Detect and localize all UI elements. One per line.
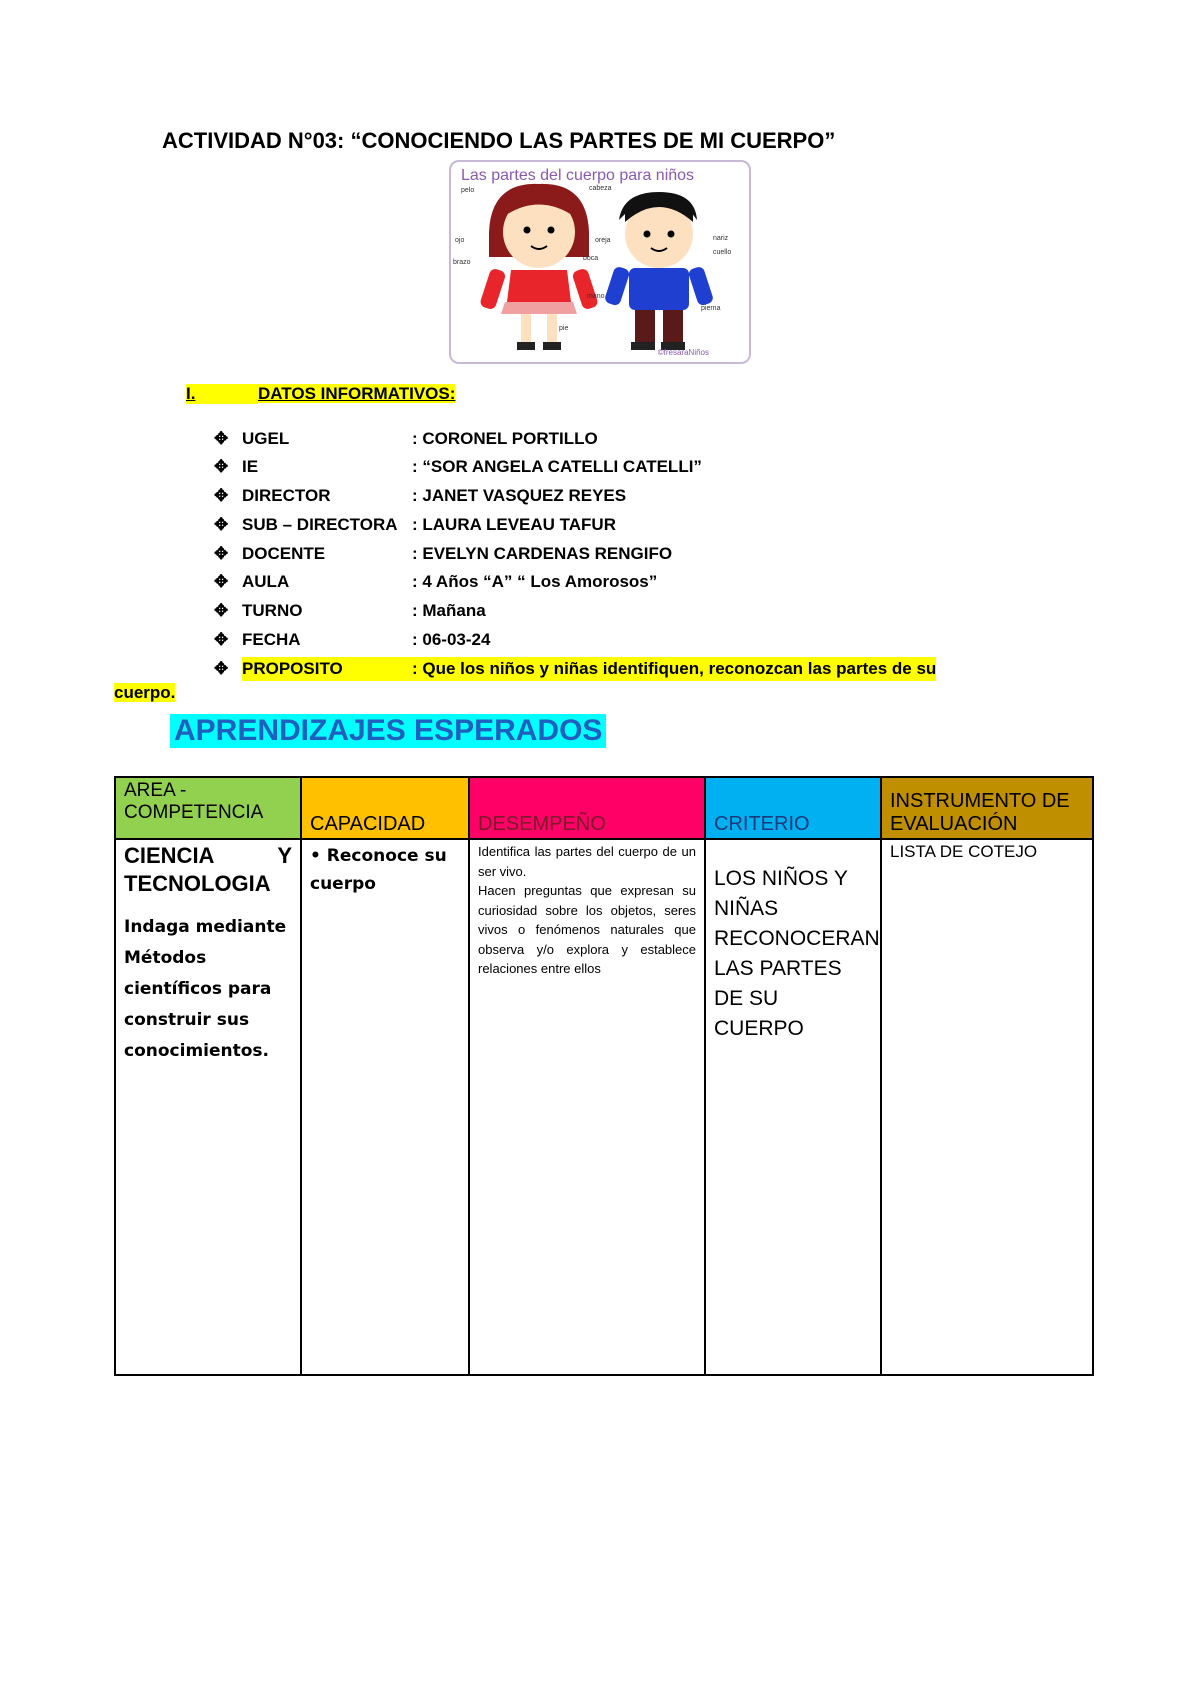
illustration-credit: ©fresaraNiños [657, 348, 709, 357]
header-criterio: CRITERIO [705, 777, 881, 839]
info-value: : 06-03-24 [412, 630, 491, 649]
info-value: : CORONEL PORTILLO [412, 429, 598, 448]
info-value: : 4 Años “A” “ Los Amorosos” [412, 572, 658, 591]
diamond-bullet-icon: ✥ [214, 457, 229, 476]
info-row-proposito [214, 657, 936, 681]
info-label: UGEL [242, 429, 290, 448]
svg-text:boca: boca [583, 255, 599, 262]
header-capacidad: CAPACIDAD [301, 777, 469, 839]
info-label: FECHA [242, 630, 301, 649]
info-label: TURNO [242, 601, 303, 620]
info-row-turno [214, 599, 486, 623]
svg-text:pelo: pelo [461, 187, 475, 194]
proposito-continuation-line [114, 683, 175, 703]
svg-text:brazo: brazo [453, 259, 471, 266]
area-competencia-text: Indaga mediante Métodos científicos para construir sus conocimientos. [124, 917, 287, 1061]
illustration-heading: Las partes del cuerpo para niños [461, 167, 695, 184]
header-instrumento: INSTRUMENTO DE EVALUACIÓN [881, 777, 1093, 839]
cell-capacidad [301, 839, 469, 1375]
info-value: : LAURA LEVEAU TAFUR [412, 515, 616, 534]
info-label: SUB – DIRECTORA [242, 515, 398, 534]
info-row-director [214, 484, 626, 508]
table-header-row [115, 777, 1093, 839]
diamond-bullet-icon: ✥ [214, 659, 229, 678]
diamond-bullet-icon: ✥ [214, 486, 229, 505]
svg-text:cabeza: cabeza [589, 185, 612, 192]
cell-desempeno [469, 839, 705, 1375]
header-desempeno: DESEMPEÑO [469, 777, 705, 839]
info-row-subdirectora [214, 513, 616, 537]
info-value: : JANET VASQUEZ REYES [412, 486, 627, 505]
header-area-competencia: AREA - COMPETENCIA [115, 777, 301, 839]
body-parts-illustration [449, 160, 751, 364]
table-row [115, 839, 1093, 1375]
info-row-aula [214, 570, 657, 594]
diamond-bullet-icon: ✥ [214, 630, 229, 649]
info-value: : Mañana [412, 601, 486, 620]
proposito-value: : Que los niños y niñas identifiquen, reconozcan las partes de su [412, 657, 936, 681]
info-label: IE [242, 457, 259, 476]
info-row-docente [214, 542, 672, 566]
area-title: CIENCIA Y TECNOLOGIA [124, 843, 292, 896]
svg-text:ojo: ojo [455, 237, 465, 244]
section-title: DATOS INFORMATIVOS: [258, 384, 456, 403]
diamond-bullet-icon: ✥ [214, 601, 229, 620]
section-number: I. [186, 384, 258, 404]
diamond-bullet-icon: ✥ [214, 572, 229, 591]
capacidad-text: • Reconoce su cuerpo [310, 846, 447, 894]
kids-image [451, 162, 749, 362]
desempeno-text-1: Identifica las partes del cuerpo de un ser vivo. [478, 844, 696, 879]
learning-table [114, 776, 1094, 1376]
info-row-fecha [214, 628, 490, 652]
instrumento-text: LISTA DE COTEJO [890, 842, 1038, 861]
desempeno-text-2: Hacen preguntas que expresan su curiosidad sobre los objetos, seres vivos o fenómenos naturales que observa y/o explora y establece relaciones entre ellos [478, 883, 696, 976]
info-value: : EVELYN CARDENAS RENGIFO [412, 544, 673, 563]
diamond-bullet-icon: ✥ [214, 544, 229, 563]
section-heading [186, 384, 455, 404]
proposito-label: PROPOSITO [242, 657, 412, 681]
svg-text:cuello: cuello [713, 249, 732, 256]
diamond-bullet-icon: ✥ [214, 515, 229, 534]
cell-area [115, 839, 301, 1375]
svg-text:oreja: oreja [595, 237, 611, 244]
info-row-ie [214, 455, 702, 479]
page-title: ACTIVIDAD N°03: “CONOCIENDO LAS PARTES DE MI CUERPO” [162, 128, 836, 153]
info-label: DIRECTOR [242, 486, 331, 505]
cell-criterio [705, 839, 881, 1375]
svg-text:pierna: pierna [701, 305, 721, 312]
info-label: DOCENTE [242, 544, 326, 563]
diamond-bullet-icon: ✥ [214, 429, 229, 448]
info-value: : “SOR ANGELA CATELLI CATELLI” [412, 457, 702, 476]
svg-text:nariz: nariz [713, 235, 729, 242]
aprendizajes-heading: APRENDIZAJES ESPERADOS [170, 714, 606, 748]
info-row-ugel [214, 427, 598, 451]
svg-text:pie: pie [559, 325, 569, 332]
info-label: AULA [242, 572, 290, 591]
svg-text:mano: mano [587, 293, 605, 300]
cell-instrumento [881, 839, 1093, 1375]
criterio-text: LOS NIÑOS Y NIÑAS RECONOCERAN LAS PARTES DE SU CUERPO [714, 867, 880, 1040]
proposito-continuation: cuerpo. [114, 683, 176, 702]
